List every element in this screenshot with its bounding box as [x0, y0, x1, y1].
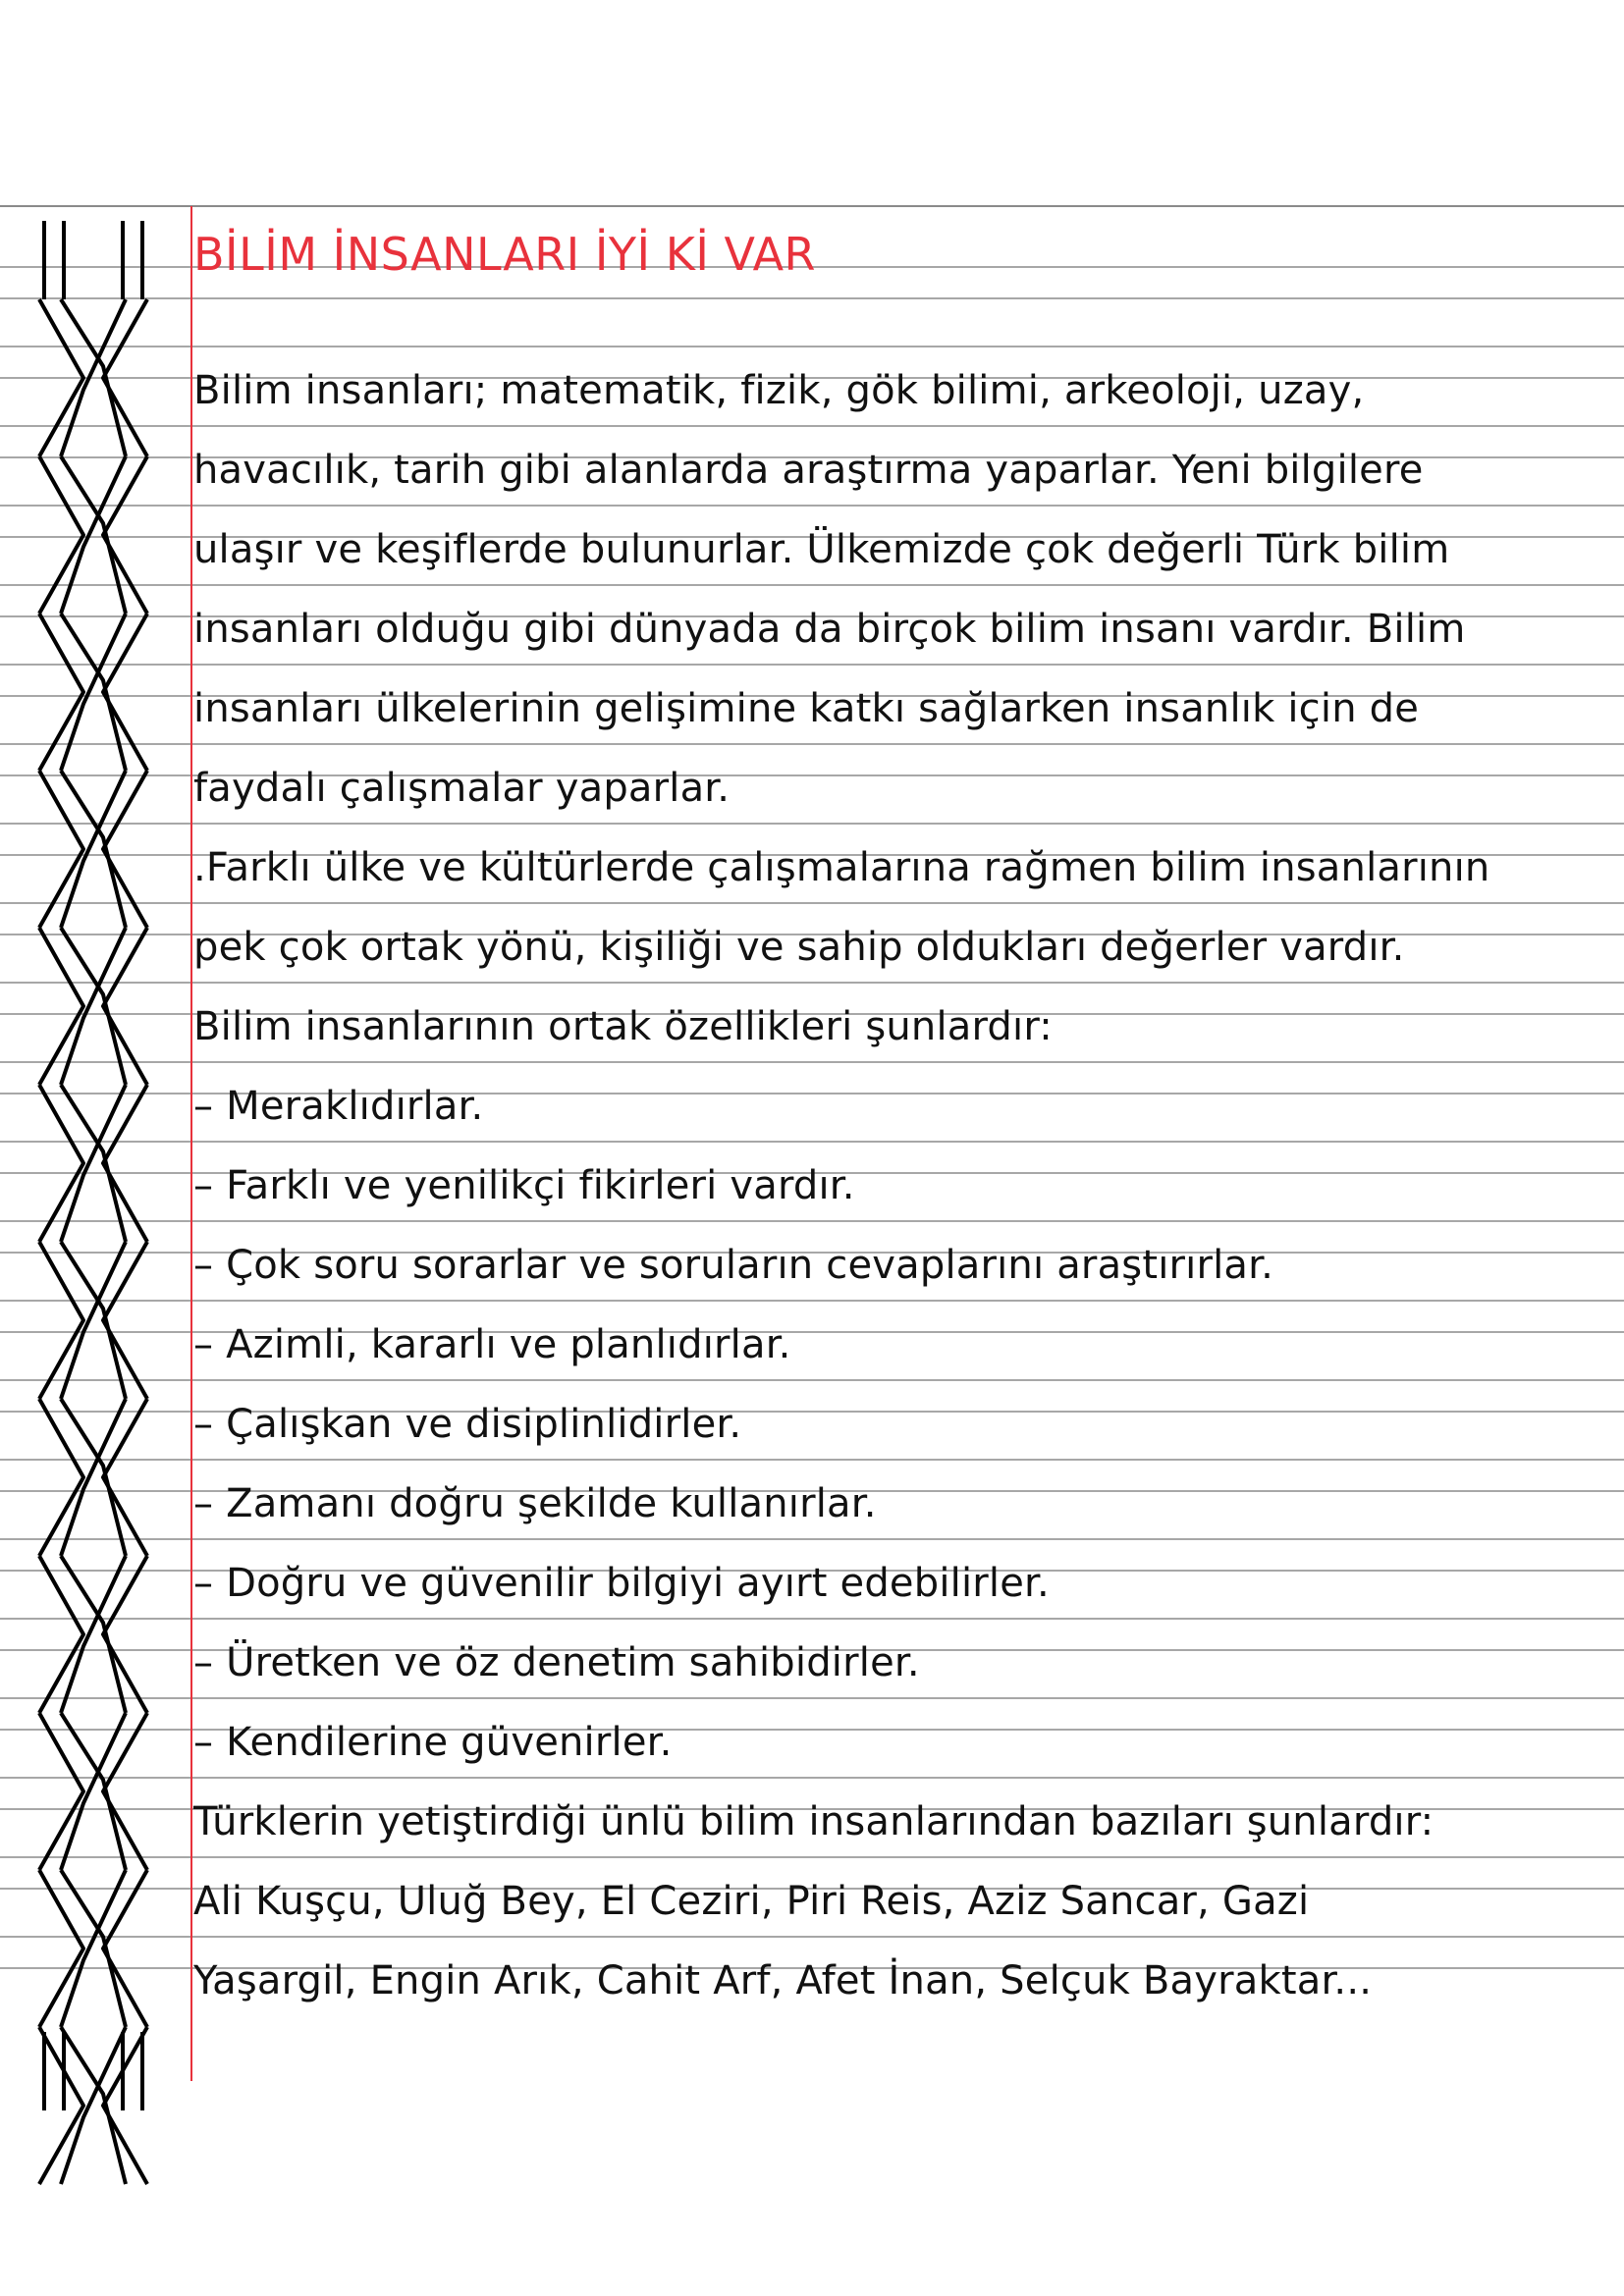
trait-item: – Azimli, kararlı ve planlıdırlar. [193, 1322, 791, 1367]
paragraph-line: pek çok ortak yönü, kişiliği ve sahip oldukları değerler vardır. [193, 925, 1405, 970]
trait-item: – Farklı ve yenilikçi fikirleri vardır. [193, 1163, 855, 1208]
closing-line: Türklerin yetiştirdiği ünlü bilim insanlarından bazıları şunlardır: [193, 1799, 1435, 1844]
paragraph-line: ulaşır ve keşiflerde bulunurlar. Ülkemizde çok değerli Türk bilim [193, 527, 1450, 572]
paragraph-line: havacılık, tarih gibi alanlarda araştırma yaparlar. Yeni bilgilere [193, 448, 1424, 493]
paragraph-line: Bilim insanlarının ortak özellikleri şunlardır: [193, 1004, 1053, 1049]
paragraph-line: .Farklı ülke ve kültürlerde çalışmalarına rağmen bilim insanlarının [193, 845, 1490, 890]
trait-item: – Zamanı doğru şekilde kullanırlar. [193, 1481, 877, 1526]
paragraph-line: faydalı çalışmalar yaparlar. [193, 766, 731, 811]
closing-line: Yaşargil, Engin Arık, Cahit Arf, Afet İnan, Selçuk Bayraktar... [193, 1958, 1373, 2003]
trait-item: – Doğru ve güvenilir bilgiyi ayırt edebilirler. [193, 1561, 1050, 1606]
paragraph-line: insanları olduğu gibi dünyada da birçok bilim insanı vardır. Bilim [193, 607, 1466, 652]
trait-item: – Kendilerine güvenirler. [193, 1720, 673, 1765]
trait-item: – Üretken ve öz denetim sahibidirler. [193, 1640, 920, 1685]
trait-item: – Meraklıdırlar. [193, 1084, 484, 1129]
closing-line: Ali Kuşçu, Uluğ Bey, El Ceziri, Piri Reis, Aziz Sancar, Gazi [193, 1879, 1310, 1924]
page-title: BİLİM İNSANLARI İYİ Kİ VAR [193, 228, 816, 281]
trait-item: – Çok soru sorarlar ve soruların cevaplarını araştırırlar. [193, 1243, 1274, 1288]
paragraph-line: Bilim insanları; matematik, fizik, gök bilimi, arkeoloji, uzay, [193, 368, 1365, 413]
paragraph-line: insanları ülkelerinin gelişimine katkı sağlarken insanlık için de [193, 686, 1420, 731]
trait-item: – Çalışkan ve disiplinlidirler. [193, 1402, 742, 1447]
